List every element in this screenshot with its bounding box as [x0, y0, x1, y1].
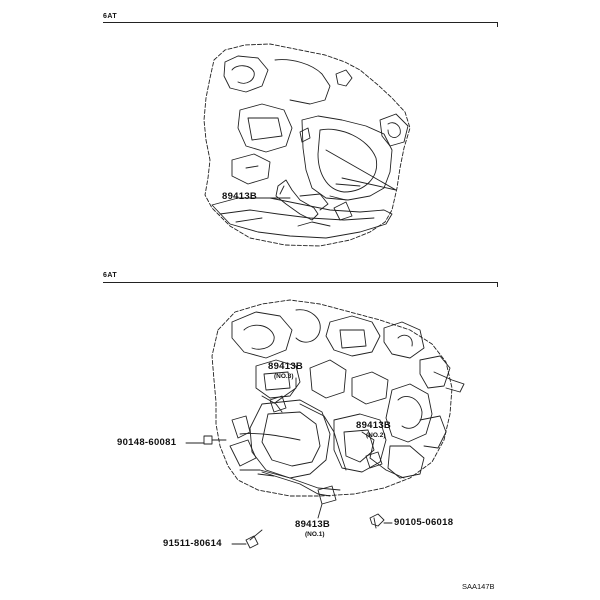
- section-label-bottom: 6AT: [103, 272, 118, 279]
- part-callout-bolt-90105: 90105-06018: [394, 517, 454, 528]
- part-callout-sensor-no3: 89413B: [268, 361, 304, 372]
- section-label-top: 6AT: [103, 13, 118, 20]
- figure-code: SAA147B: [462, 582, 495, 591]
- part-callout-clip-91511: 91511-80614: [163, 538, 222, 549]
- transmission-top: [204, 44, 410, 246]
- part-callout-top-sensor: 89413B: [222, 191, 258, 202]
- transmission-bottom: [204, 300, 464, 548]
- part-callout-sensor-no1-sub: (NO.1): [305, 531, 325, 538]
- part-callout-sensor-no2: 89413B: [356, 420, 392, 431]
- part-callout-sensor-no2-sub: (NO.2): [366, 432, 386, 439]
- part-callout-sensor-no3-sub: (NO.3): [274, 373, 294, 380]
- part-callout-sensor-no1: 89413B: [295, 519, 331, 530]
- part-callout-bolt-90148: 90148-60081: [117, 437, 177, 448]
